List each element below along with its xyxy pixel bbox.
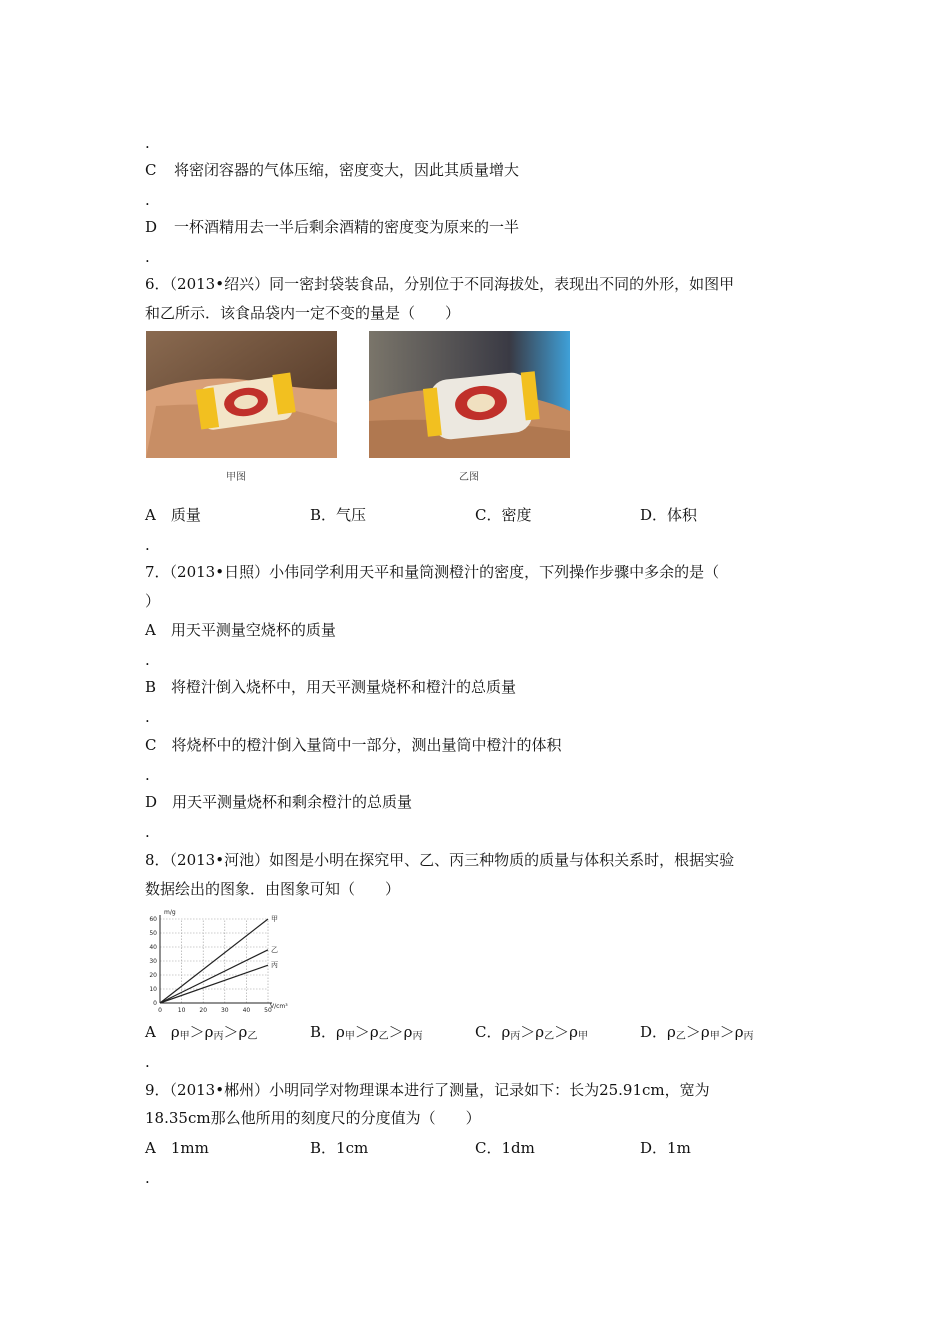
q6-option-c: C．密度 (475, 506, 532, 524)
q6-stem-line2: 和乙所示．该食品袋内一定不变的量是（ ） (145, 304, 461, 322)
series-line-2 (160, 950, 268, 1003)
q6-stem-line1: 6．（2013•绍兴）同一密封袋装食品，分别位于不同海拔处，表现出不同的外形，如图甲 (145, 275, 735, 293)
q7-dot-c: . (145, 766, 150, 784)
q5-dot-0: . (145, 134, 150, 152)
y-axis-label: m/g (164, 909, 176, 916)
q6-dot: . (145, 536, 150, 554)
q9-option-b: B．1cm (310, 1139, 369, 1157)
y-tick-label: 40 (149, 944, 157, 951)
q7-dot-b: . (145, 708, 150, 726)
q8-option-c: C．$\rho_丙>\rho_乙>\rho_甲$ (475, 1023, 588, 1042)
q5-dot-2: . (145, 248, 150, 266)
q9-stem-line1: 9．（2013•郴州）小明同学对物理课本进行了测量，记录如下：长为25.91cm，宽为 (145, 1081, 710, 1099)
photo-caption-left: 甲图 (226, 472, 246, 483)
x-tick-label: 40 (242, 1007, 251, 1014)
q7-option-c: C 将烧杯中的橙汁倒入量筒中一部分，测出量筒中橙汁的体积 (145, 736, 562, 754)
q5-dot-1: . (145, 191, 150, 209)
photo-caption-right: 乙图 (459, 472, 479, 483)
x-tick-label: 0 (158, 1007, 162, 1014)
y-tick-label: 10 (149, 986, 157, 993)
q9-option-d: D．1m (640, 1139, 691, 1157)
y-tick-label: 0 (153, 1000, 157, 1007)
mass-volume-chart (140, 905, 300, 1017)
chart-lines (160, 915, 278, 1003)
q7-option-d: D 用天平测量烧杯和剩余橙汁的总质量 (145, 793, 413, 811)
q5-option-c-letter: C (145, 161, 157, 179)
q9-dot: . (145, 1169, 150, 1187)
y-tick-label: 60 (149, 916, 157, 923)
x-axis-label: V/cm³ (270, 1003, 288, 1010)
q8-dot: . (145, 1053, 150, 1071)
x-tick-label: 20 (199, 1007, 208, 1014)
photo-left-hand-package (146, 331, 337, 458)
q8-stem-line1: 8．（2013•河池）如图是小明在探究甲、乙、丙三种物质的质量与体积关系时，根据实验 (145, 851, 735, 869)
q5-option-c-text: 将密闭容器的气体压缩，密度变大，因此其质量增大 (174, 161, 520, 179)
y-tick-label: 20 (149, 972, 157, 979)
q7-dot-a: . (145, 651, 150, 669)
series-label-3: 丙 (271, 961, 278, 970)
series-line-3 (160, 965, 268, 1003)
q8-option-a: A $\rho_甲>\rho_丙>\rho_乙$ (145, 1023, 258, 1042)
x-tick-label: 30 (220, 1007, 229, 1014)
q8-option-b: B．$\rho_甲>\rho_乙>\rho_丙$ (310, 1023, 423, 1042)
y-tick-label: 50 (149, 930, 157, 937)
q7-dot-d: . (145, 823, 150, 841)
q6-option-b: B．气压 (310, 506, 367, 524)
photo-right-hand-package (369, 331, 570, 458)
q7-option-b: B 将橙汁倒入烧杯中，用天平测量烧杯和橙汁的总质量 (145, 678, 517, 696)
series-label-1: 甲 (271, 915, 278, 923)
q9-option-c: C．1dm (475, 1139, 535, 1157)
q9-option-a: A 1mm (145, 1139, 209, 1157)
series-label-2: 乙 (271, 945, 278, 954)
x-tick-label: 50 (264, 1007, 272, 1014)
q6-option-d: D．体积 (640, 506, 698, 524)
q5-option-d-letter: D (145, 218, 158, 236)
q7-stem-line1: 7．（2013•日照）小伟同学利用天平和量筒测橙汁的密度，下列操作步骤中多余的是（ (145, 563, 720, 581)
q5-option-d-text: 一杯酒精用去一半后剩余酒精的密度变为原来的一半 (174, 218, 520, 236)
y-tick-label: 30 (149, 958, 157, 965)
q8-stem-line2: 数据绘出的图象．由图象可知（ ） (145, 880, 401, 898)
q7-stem-line2: ） (145, 592, 161, 610)
q8-option-d: D．$\rho_乙>\rho_甲>\rho_丙$ (640, 1023, 754, 1042)
q7-option-a: A 用天平测量空烧杯的质量 (145, 621, 336, 639)
x-tick-label: 10 (177, 1007, 186, 1014)
q6-option-a: A 质量 (145, 506, 201, 524)
q9-stem-line2: 18.35cm那么他所用的刻度尺的分度值为（ ） (145, 1109, 481, 1127)
